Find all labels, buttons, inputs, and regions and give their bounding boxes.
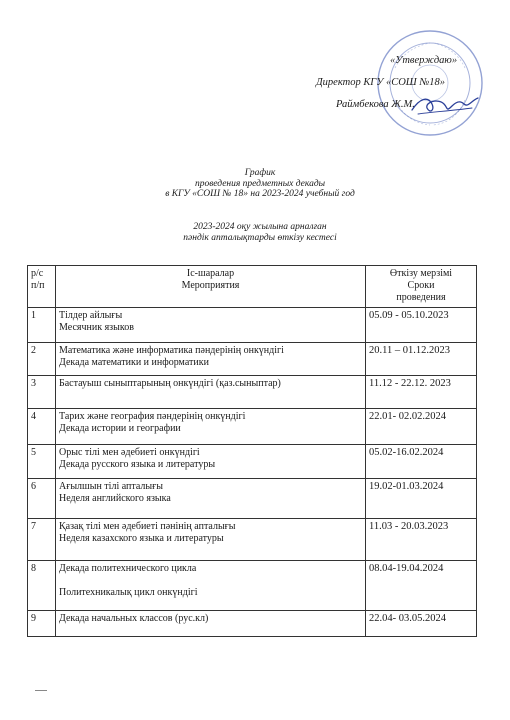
row-num: 6	[28, 479, 56, 519]
table-row	[28, 519, 477, 561]
row-event-kz: Ағылшын тілі апталығы	[59, 481, 163, 492]
row-date: 19.02-01.03.2024	[366, 479, 477, 519]
header-num-line1: р/с	[31, 268, 44, 279]
row-event-ru: Декада математики и информатики	[59, 357, 209, 368]
row-num: 9	[28, 611, 56, 637]
row-event	[56, 308, 366, 343]
header-date-line2: Сроки	[407, 280, 435, 291]
schedule-heading-ru	[100, 168, 420, 200]
row-event-kz: Математика және информатика пәндерінің онкүндігі	[59, 345, 284, 356]
header-date-line1: Өткізу мерзімі	[389, 268, 453, 279]
header-date-line3: проведения	[396, 292, 446, 303]
row-num: 1	[28, 308, 56, 343]
row-date: 22.01- 02.02.2024	[366, 409, 477, 445]
header-num	[28, 266, 56, 308]
table-row	[28, 343, 477, 376]
row-event-kz: Бастауыш сыныптарының онкүндігі (қаз.сыныптар)	[59, 378, 281, 389]
row-spacer	[59, 575, 362, 587]
table-header-row	[28, 266, 477, 308]
row-num: 4	[28, 409, 56, 445]
row-event	[56, 445, 366, 479]
row-date: 05.02-16.02.2024	[366, 445, 477, 479]
table-row	[28, 479, 477, 519]
heading-kz-line2: пәндік апталықтарды өткізу кестесі	[183, 232, 337, 243]
row-num: 3	[28, 376, 56, 409]
row-event-kz: Политехникалық цикл онкүндігі	[59, 587, 198, 598]
row-event-ru: Неделя английского языка	[59, 493, 171, 504]
row-num: 8	[28, 561, 56, 611]
row-date: 11.12 - 22.12. 2023	[366, 376, 477, 409]
page-mark	[35, 690, 47, 691]
row-event-ru: Декада русского языка и литературы	[59, 459, 216, 470]
row-date: 20.11 – 01.12.2023	[366, 343, 477, 376]
header-event	[56, 266, 366, 308]
table-row	[28, 445, 477, 479]
table-row	[28, 308, 477, 343]
heading-ru-line3: в КГУ «СОШ № 18» на 2023-2024 учебный год	[165, 189, 355, 199]
row-num: 5	[28, 445, 56, 479]
director-name: Раймбекова Ж.М.	[336, 99, 415, 110]
header-event-line2: Мероприятия	[181, 280, 240, 291]
row-event	[56, 409, 366, 445]
row-event-kz: Тарих және география пәндерінің онкүндігі	[59, 411, 246, 422]
row-event	[56, 376, 366, 409]
row-date: 05.09 - 05.10.2023	[366, 308, 477, 343]
row-event-kz: Тілдер айлығы	[59, 310, 123, 321]
row-num: 2	[28, 343, 56, 376]
row-date: 22.04- 03.05.2024	[366, 611, 477, 637]
header-event-line1: Іс-шаралар	[186, 268, 235, 279]
row-event	[56, 479, 366, 519]
row-event-kz: Қазақ тілі мен әдебиеті пәнінің апталығы	[59, 521, 236, 532]
heading-ru-line1: График	[244, 168, 276, 178]
table-row	[28, 409, 477, 445]
row-event-ru: Декада истории и географии	[59, 423, 181, 434]
row-event-ru: Неделя казахского языка и литературы	[59, 533, 224, 544]
row-event-ru: Месячник языков	[59, 322, 134, 333]
director-title: Директор КГУ «СОШ №18»	[316, 77, 446, 88]
schedule-heading-kz	[100, 222, 420, 243]
handwritten-signature	[410, 90, 480, 120]
row-event-ru: Декада начальных классов (рус.кл)	[59, 613, 209, 624]
table-row	[28, 611, 477, 637]
row-event	[56, 561, 366, 611]
row-date: 08.04-19.04.2024	[366, 561, 477, 611]
row-event-ru: Декада политехнического цикла	[59, 563, 197, 574]
schedule-table	[27, 265, 477, 637]
table-row	[28, 376, 477, 409]
row-date: 11.03 - 20.03.2023	[366, 519, 477, 561]
row-event-kz: Орыс тілі мен әдебиеті онкүндігі	[59, 447, 200, 458]
heading-ru-line2: проведения предметных декады	[194, 178, 326, 189]
header-num-line2: п/п	[31, 280, 45, 291]
row-event	[56, 343, 366, 376]
heading-kz-line1: 2023-2024 оқу жылына арналған	[193, 222, 327, 232]
row-event	[56, 611, 366, 637]
row-event	[56, 519, 366, 561]
row-num: 7	[28, 519, 56, 561]
header-date	[366, 266, 477, 308]
table-row	[28, 561, 477, 611]
approval-title: «Утверждаю»	[390, 55, 458, 66]
